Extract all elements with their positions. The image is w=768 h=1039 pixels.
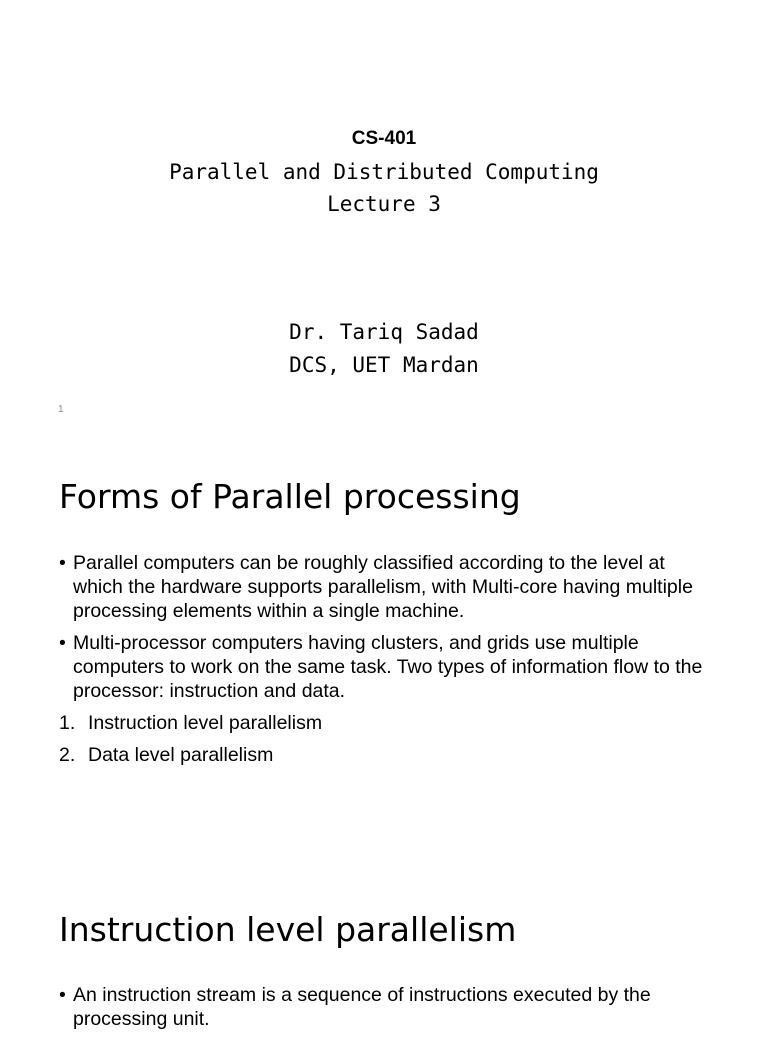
- bullet-text: An instruction stream is a sequence of instructions executed by the processing unit.: [73, 984, 651, 1030]
- slide-title: Instruction level parallelism: [59, 910, 517, 949]
- numbered-text: Instruction level parallelism: [88, 712, 323, 734]
- bullet-icon: •: [59, 984, 66, 1006]
- numbered-item: [59, 711, 709, 735]
- item-number: 2.: [59, 744, 76, 766]
- title-slide: [0, 0, 768, 430]
- bullet-icon: •: [59, 552, 66, 574]
- bullet-text: Parallel computers can be roughly classified according to the level at which the hardware supports parallelism, with Multi-core having multiple processing elements within a single machine.: [73, 552, 693, 622]
- bullet-icon: •: [59, 632, 66, 654]
- course-subject: Parallel and Distributed Computing: [169, 160, 599, 184]
- slide-title: Forms of Parallel processing: [59, 477, 521, 516]
- bullet-text: Multi-processor computers having clusters, and grids use multiple computers to work on the same task. Two types of information flow to the processor: instruction and data.: [73, 632, 703, 702]
- lecture-number: Lecture 3: [327, 192, 441, 216]
- bullet-item: [59, 551, 709, 623]
- slide-body: [59, 551, 709, 775]
- department: DCS, UET Mardan: [289, 353, 479, 377]
- numbered-item: [59, 743, 709, 767]
- slide-body: [59, 983, 709, 1039]
- author-name: Dr. Tariq Sadad: [289, 320, 479, 344]
- course-code: CS-401: [351, 128, 417, 149]
- item-number: 1.: [59, 712, 76, 734]
- page-number: 1: [58, 404, 64, 415]
- numbered-text: Data level parallelism: [88, 744, 274, 766]
- bullet-item: [59, 631, 709, 703]
